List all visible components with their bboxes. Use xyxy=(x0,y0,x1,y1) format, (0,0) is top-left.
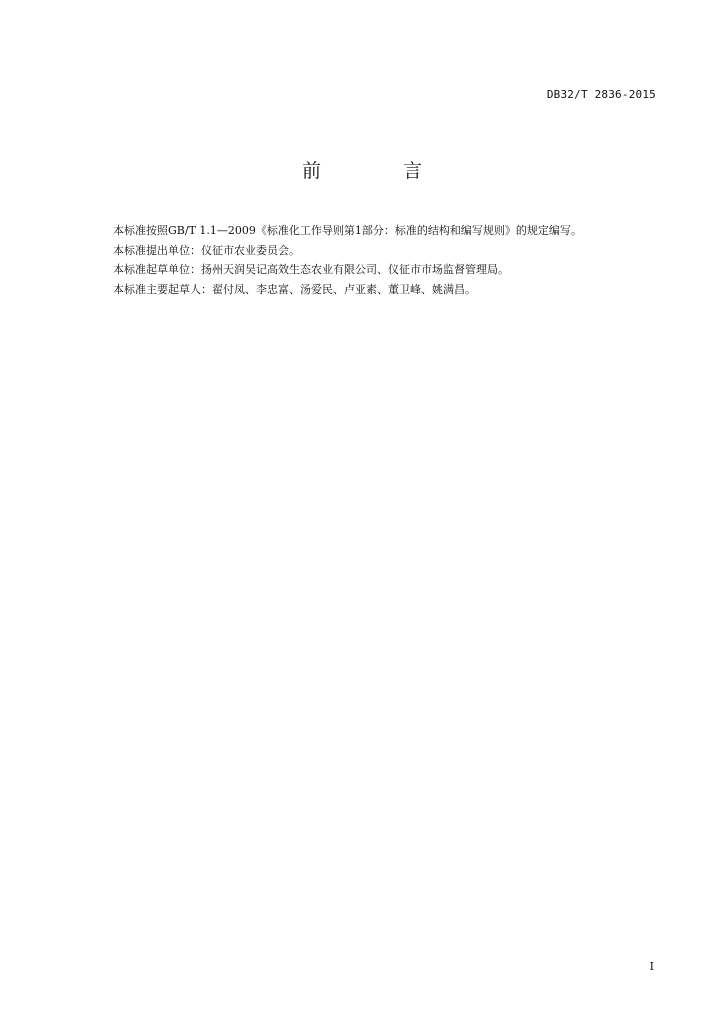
page-number: I xyxy=(649,960,654,973)
foreword-paragraph-drafters: 本标准主要起草人：翟付凤、李忠富、汤爱民、卢亚素、董卫峰、姚满昌。 xyxy=(113,282,476,296)
section-title: 前 言 xyxy=(301,160,461,182)
foreword-paragraph-drafting-units: 本标准起草单位：扬州天润吴记高效生态农业有限公司、仪征市市场监督管理局。 xyxy=(113,263,509,276)
foreword-paragraph-drafting-rules: 本标准按照GB/T 1.1—2009《标准化工作导则第1部分：标准的结构和编写规则》的规定编写。 xyxy=(113,224,582,237)
foreword-paragraph-proposer: 本标准提出单位：仪征市农业委员会。 xyxy=(113,243,300,257)
standard-number: DB32/T 2836-2015 xyxy=(546,88,656,101)
foreword-body xyxy=(113,221,673,299)
